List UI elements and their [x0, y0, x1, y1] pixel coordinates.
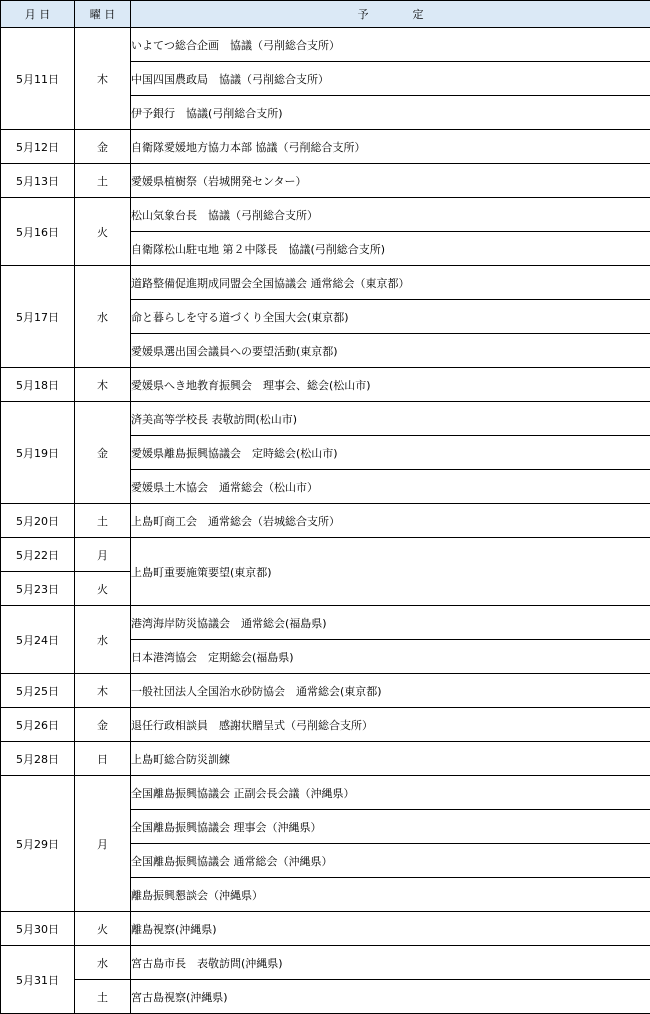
weekday-cell: 水 [75, 606, 131, 674]
date-cell: 5月22日 [1, 538, 75, 572]
weekday-cell: 火 [75, 912, 131, 946]
weekday-cell: 火 [75, 198, 131, 266]
event-cell: 一般社団法人全国治水砂防協会 通常総会(東京都) [131, 674, 650, 708]
date-cell: 5月28日 [1, 742, 75, 776]
event-cell: 日本港湾協会 定期総会(福島県) [131, 640, 650, 674]
date-cell: 5月18日 [1, 368, 75, 402]
weekday-cell: 火 [75, 572, 131, 606]
weekday-cell: 土 [75, 164, 131, 198]
table-row [1, 538, 650, 572]
weekday-cell: 木 [75, 368, 131, 402]
table-row [1, 674, 650, 708]
event-cell: 中国四国農政局 協議（弓削総合支所） [131, 62, 650, 96]
header-date: 月 日 [1, 1, 75, 28]
event-cell: 上島町商工会 通常総会（岩城総合支所） [131, 504, 650, 538]
date-cell: 5月31日 [1, 946, 75, 1014]
weekday-cell: 土 [75, 980, 131, 1014]
table-row [1, 606, 650, 640]
table-row [1, 708, 650, 742]
event-cell: 自衛隊松山駐屯地 第２中隊長 協議(弓削総合支所) [131, 232, 650, 266]
date-cell: 5月19日 [1, 402, 75, 504]
event-cell: 上島町総合防災訓練 [131, 742, 650, 776]
event-cell: 愛媛県土木協会 通常総会（松山市） [131, 470, 650, 504]
date-cell: 5月13日 [1, 164, 75, 198]
event-cell: 離島振興懇談会（沖縄県） [131, 878, 650, 912]
date-cell: 5月25日 [1, 674, 75, 708]
event-cell: 宮古島視察(沖縄県) [131, 980, 650, 1014]
header-schedule: 予 定 [131, 1, 650, 28]
date-cell: 5月30日 [1, 912, 75, 946]
table-row [1, 776, 650, 810]
event-cell: 全国離島振興協議会 通常総会（沖縄県） [131, 844, 650, 878]
event-cell: 愛媛県選出国会議員への要望活動(東京都) [131, 334, 650, 368]
date-cell: 5月20日 [1, 504, 75, 538]
weekday-cell: 金 [75, 402, 131, 504]
table-row [1, 164, 650, 198]
table-row [1, 368, 650, 402]
date-cell: 5月24日 [1, 606, 75, 674]
event-cell: 退任行政相談員 感謝状贈呈式（弓削総合支所） [131, 708, 650, 742]
event-cell: 道路整備促進期成同盟会全国協議会 通常総会（東京都） [131, 266, 650, 300]
table-row [1, 402, 650, 436]
table-row [1, 742, 650, 776]
event-cell: 愛媛県へき地教育振興会 理事会、総会(松山市) [131, 368, 650, 402]
event-cell: 宮古島市長 表敬訪問(沖縄県) [131, 946, 650, 980]
table-row [1, 504, 650, 538]
event-cell: 愛媛県植樹祭（岩城開発センター） [131, 164, 650, 198]
table-row [1, 198, 650, 232]
weekday-cell: 月 [75, 776, 131, 912]
event-cell: 命と暮らしを守る道づくり全国大会(東京都) [131, 300, 650, 334]
header-weekday: 曜 日 [75, 1, 131, 28]
event-cell: 上島町重要施策要望(東京都) [131, 538, 650, 606]
event-cell: 全国離島振興協議会 理事会（沖縄県） [131, 810, 650, 844]
header-row [1, 1, 650, 28]
weekday-cell: 木 [75, 674, 131, 708]
weekday-cell: 日 [75, 742, 131, 776]
weekday-cell: 水 [75, 946, 131, 980]
weekday-cell: 土 [75, 504, 131, 538]
table-row [1, 946, 650, 980]
date-cell: 5月16日 [1, 198, 75, 266]
event-cell: 松山気象台長 協議（弓削総合支所） [131, 198, 650, 232]
date-cell: 5月17日 [1, 266, 75, 368]
table-row [1, 28, 650, 62]
date-cell: 5月11日 [1, 28, 75, 130]
table-row [1, 130, 650, 164]
event-cell: 離島視察(沖縄県) [131, 912, 650, 946]
table-row [1, 912, 650, 946]
table-row [1, 980, 650, 1014]
event-cell: 全国離島振興協議会 正副会長会議（沖縄県） [131, 776, 650, 810]
event-cell: 愛媛県離島振興協議会 定時総会(松山市) [131, 436, 650, 470]
date-cell: 5月29日 [1, 776, 75, 912]
event-cell: 港湾海岸防災協議会 通常総会(福島県) [131, 606, 650, 640]
weekday-cell: 金 [75, 130, 131, 164]
event-cell: いよてつ総合企画 協議（弓削総合支所） [131, 28, 650, 62]
weekday-cell: 月 [75, 538, 131, 572]
date-cell: 5月26日 [1, 708, 75, 742]
weekday-cell: 金 [75, 708, 131, 742]
event-cell: 自衛隊愛媛地方協力本部 協議（弓削総合支所） [131, 130, 650, 164]
weekday-cell: 木 [75, 28, 131, 130]
date-cell: 5月12日 [1, 130, 75, 164]
weekday-cell: 水 [75, 266, 131, 368]
table-row [1, 266, 650, 300]
event-cell: 済美高等学校長 表敬訪問(松山市) [131, 402, 650, 436]
event-cell: 伊予銀行 協議(弓削総合支所) [131, 96, 650, 130]
date-cell: 5月23日 [1, 572, 75, 606]
